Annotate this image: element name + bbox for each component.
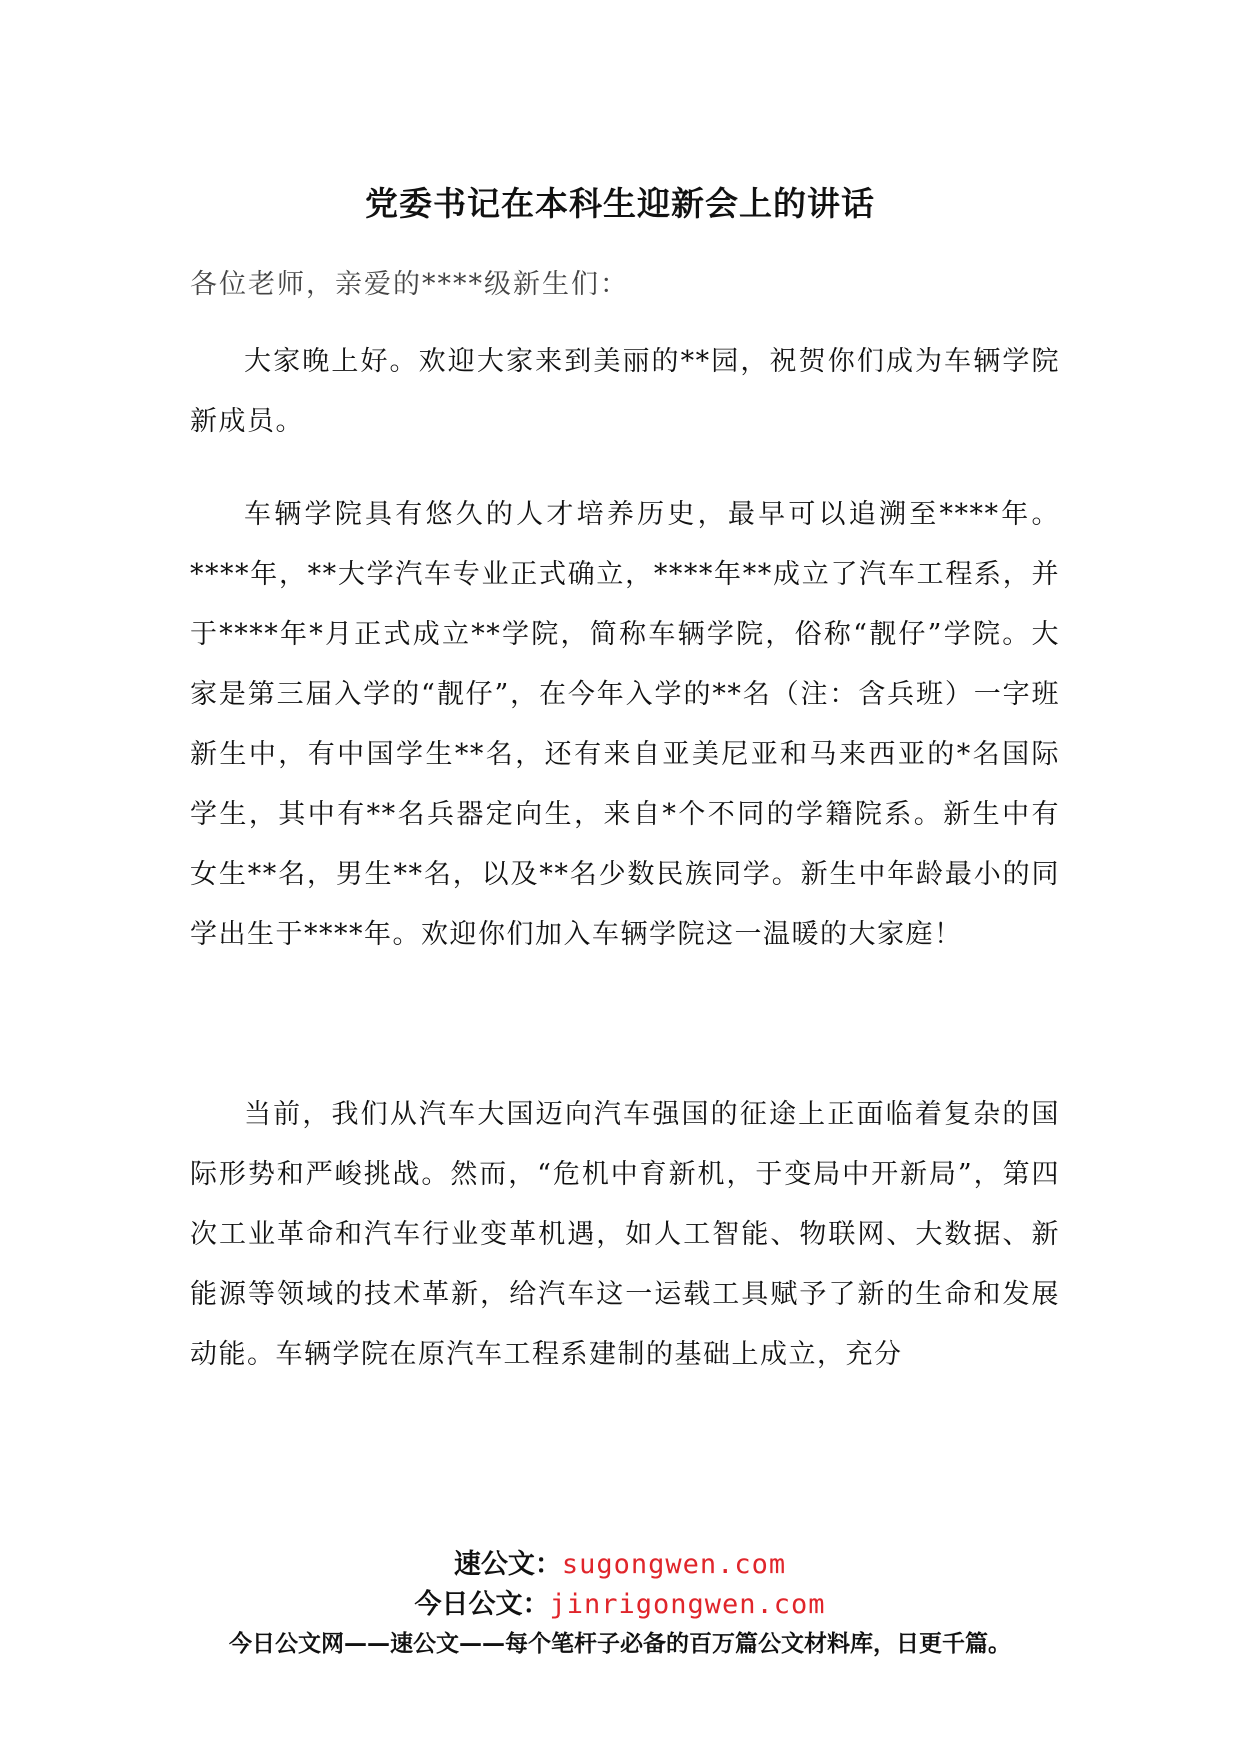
- footer-link-jinrigongwen[interactable]: jinrigongwen.com: [549, 1589, 826, 1620]
- paragraph-2: 车辆学院具有悠久的人才培养历史，最早可以追溯至****年。****年，**大学汽车专业正式确立，****年**成立了汽车工程系，并于****年*月正式成立**学院，简称车辆学院，俗称“靓仔”学院。大家是第三届入学的“靓仔”，在今年入学的**名（注：含兵班）一字班新生中，有中国学生**名，还有来自亚美尼亚和马来西亚的*名国际学生，其中有**名兵器定向生，来自*个不同的学籍院系。新生中有女生**名，男生**名，以及**名少数民族同学。新生中年龄最小的同学出生于****年。欢迎你们加入车辆学院这一温暖的大家庭！: [190, 499, 1060, 950]
- footer-sugongwen: [0, 1542, 1240, 1581]
- footer-link-sugongwen[interactable]: sugongwen.com: [561, 1549, 787, 1580]
- paragraph-3: 当前，我们从汽车大国迈向汽车强国的征途上正面临着复杂的国际形势和严峻挑战。然而，“危机中育新机，于变局中开新局”，第四次工业革命和汽车行业变革机遇，如人工智能、物联网、大数据、新能源等领域的技术革新，给汽车这一运载工具赋予了新的生命和发展动能。车辆学院在原汽车工程系建制的基础上成立，充分: [190, 1099, 1060, 1370]
- footer-label-sugongwen: 速公文：: [453, 1549, 562, 1580]
- salutation: 各位老师，亲爱的****级新生们：: [190, 269, 629, 300]
- footer-jinrigongwen: [0, 1582, 1240, 1621]
- document-title: 党委书记在本科生迎新会上的讲话: [365, 184, 875, 223]
- footer-slogan: 今日公文网——速公文——每个笔杆子必备的百万篇公文材料库，日更千篇。: [229, 1631, 1011, 1657]
- footer-label-jinrigongwen: 今日公文：: [414, 1589, 550, 1620]
- paragraph-1: 大家晚上好。欢迎大家来到美丽的**园，祝贺你们成为车辆学院新成员。: [190, 346, 1060, 437]
